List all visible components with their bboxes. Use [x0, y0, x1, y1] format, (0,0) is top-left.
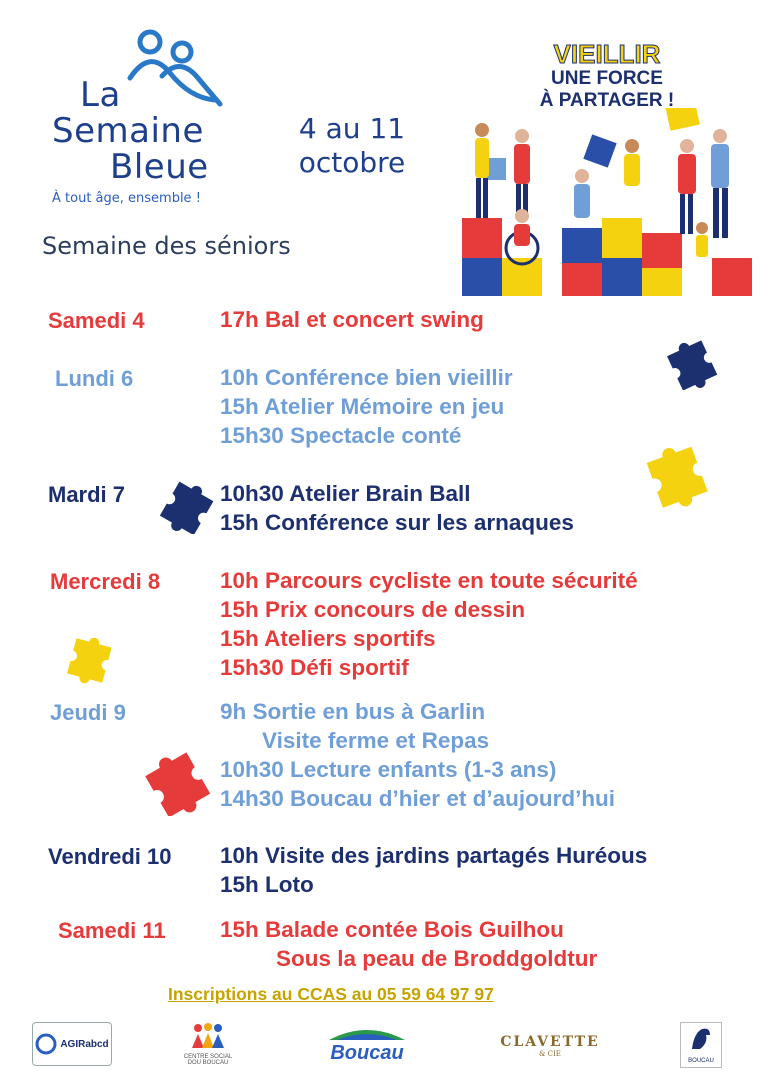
- agir-circle-icon: [35, 1033, 57, 1055]
- event-line: 10h30 Atelier Brain Ball: [220, 481, 471, 506]
- day-label: Samedi 4: [48, 308, 145, 333]
- day-label: Vendredi 10: [48, 844, 172, 869]
- logo-line-la: La: [80, 75, 121, 115]
- day-events: [220, 305, 484, 334]
- commune-boucau-logo: [680, 1022, 722, 1068]
- puzzle-piece-icon: [158, 478, 218, 534]
- day-events: [220, 363, 513, 450]
- centre-social-logo: [178, 1022, 238, 1070]
- agir-abcd-logo: [32, 1022, 112, 1066]
- clavette-sublabel: & CIE: [539, 1050, 561, 1058]
- agir-label: AGIRabcd: [60, 1038, 109, 1050]
- event-dates: [272, 112, 432, 180]
- poster-line3: À PARTAGER !: [539, 90, 675, 111]
- day-label: Samedi 11: [58, 918, 166, 943]
- puzzle-piece-icon: [662, 336, 720, 390]
- boucau-wave-icon: [327, 1026, 407, 1042]
- event-line: 15h Conférence sur les arnaques: [220, 510, 574, 535]
- puzzle-piece-icon: [640, 440, 712, 508]
- clavette-label: CLAVETTE: [500, 1034, 600, 1050]
- boucau-logo: [312, 1024, 422, 1066]
- event-line: 15h Prix concours de dessin: [220, 597, 526, 622]
- day-label: Jeudi 9: [50, 700, 126, 725]
- registration-info: Inscriptions au CCAS au 05 59 64 97 97: [168, 984, 494, 1004]
- event-line: 10h Parcours cycliste en toute sécurité: [220, 568, 638, 593]
- day-label: Mercredi 8: [50, 569, 161, 594]
- puzzle-people-illustration: [462, 108, 752, 296]
- centre-social-label: CENTRE SOCIAL DOU BOUCAU: [183, 1054, 233, 1066]
- people-group-icon: [188, 1022, 228, 1050]
- event-line: 9h Sortie en bus à Garlin: [220, 699, 486, 724]
- dates-line1: 4 au 11: [298, 112, 406, 145]
- day-label: Mardi 7: [48, 482, 126, 507]
- event-line: 14h30 Boucau d’hier et d’aujourd’hui: [220, 786, 616, 811]
- event-line: 17h Bal et concert swing: [220, 307, 484, 332]
- poster-line2: UNE FORCE: [551, 68, 663, 89]
- commune-label: BOUCAU: [688, 1058, 714, 1064]
- event-line: 15h30 Spectacle conté: [220, 423, 462, 448]
- logo-line-bleue: Bleue: [110, 147, 209, 187]
- day-events: [220, 566, 638, 682]
- event-line: 15h Balade contée Bois Guilhou: [220, 917, 564, 942]
- poster-line1: VIEILLIR: [553, 39, 661, 69]
- poster-illustration: [462, 38, 752, 296]
- poster-title: [462, 40, 752, 112]
- event-line: 15h Ateliers sportifs: [220, 626, 436, 651]
- horse-crest-icon: [688, 1023, 714, 1053]
- semaine-bleue-figures-icon: [120, 28, 230, 108]
- event-line: Sous la peau de Broddgoldtur: [276, 946, 598, 971]
- page-subtitle: Semaine des séniors: [42, 232, 291, 260]
- puzzle-piece-icon: [140, 748, 212, 816]
- puzzle-piece-icon: [62, 632, 118, 684]
- day-events: [220, 479, 574, 537]
- dates-line2: octobre: [298, 146, 406, 179]
- boucau-label: Boucau: [330, 1042, 404, 1064]
- clavette-logo: [500, 1034, 600, 1058]
- day-label: Lundi 6: [55, 366, 134, 391]
- event-line: 15h Loto: [220, 872, 314, 897]
- event-line: 10h30 Lecture enfants (1-3 ans): [220, 757, 557, 782]
- day-events: [220, 915, 597, 973]
- event-line: Visite ferme et Repas: [262, 728, 490, 753]
- event-line: 10h Visite des jardins partagés Huréous: [220, 843, 648, 868]
- event-line: 15h30 Défi sportif: [220, 655, 409, 680]
- event-line: 15h Atelier Mémoire en jeu: [220, 394, 505, 419]
- day-events: [220, 697, 615, 813]
- logo-line-semaine: Semaine: [52, 111, 204, 151]
- event-line: 10h Conférence bien vieillir: [220, 365, 513, 390]
- tagline: À tout âge, ensemble !: [52, 191, 201, 206]
- day-events: [220, 841, 647, 899]
